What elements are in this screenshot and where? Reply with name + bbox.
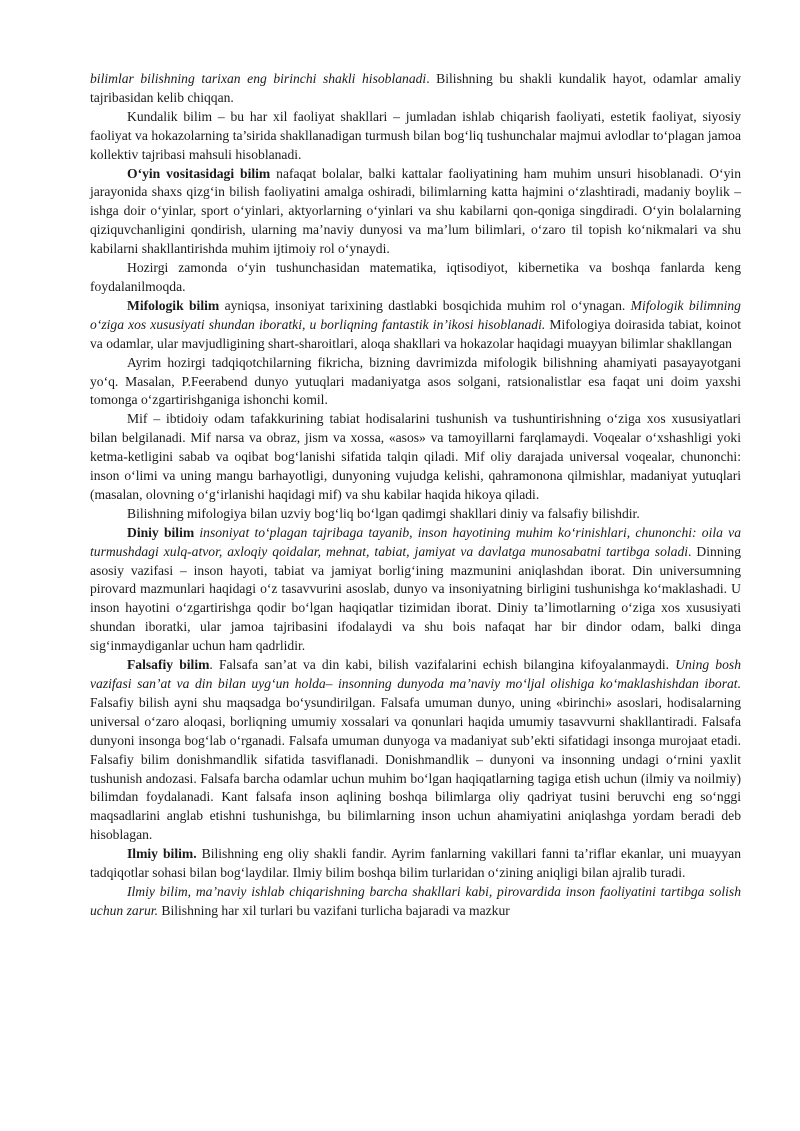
term-heading: Falsafiy bilim [127,657,210,673]
paragraph-text-italic: Ilmiy bilim, ma’naviy ishlab chiqarishning barcha shakllari kabi, pirovardida inson faoliyatini tartibga solish uchun zarur. [90,883,741,918]
paragraph-text: Ayrim hozirgi tadqiqotchilarning fikricha, bizning davrimizda mifologik bilishning ahamiyati pasayayotgani yo‘q. Masalan, P.Feerabend dunyo yutuqlari madaniyatga asos solgani, ratsionalistlar esa faqat uni doim yaxshi tomonga o‘zgartirishganiga ishonchi komil. [90,354,741,408]
paragraph-text: nafaqat bolalar, balki kattalar faoliyatining ham muhim unsuri hisoblanadi. O‘yin jarayonida shaxs qizg‘in bilish faoliyatini amalga oshiradi, bilimlarning katta hajmini o‘zlashtiradi, madaniy boylik – ishga doir o‘yinlar, sport o‘yinlari, aktyorlarning o‘yinlari va shu kabilarni qon-qoniga singdiradi. O‘yin bolalarning qiziquvchanligini qondirish, ularning ma’naviy dunyosi va ma’lum bilimlari, o‘zaro til topish ko‘nikmalari va shu kabilarni shakllantirishda muhim ijtimoiy rol o‘ynaydi. [90,165,741,257]
paragraph-text: Bilishning har xil turlari bu vazifani turlicha bajaradi va mazkur [157,902,510,918]
paragraph [90,297,741,354]
paragraph [90,259,741,297]
paragraph-text-italic: bilimlar bilishning tarixan eng birinchi shakli hisoblanadi [90,71,427,86]
paragraph-text: Mifologiya doirasida tabiat, koinot va odamlar, ular mavjudligining shart-sharoitlari, aloqa shakllari va hokazolar haqidagi muayyan bilimlar shakllangan [90,316,742,351]
paragraph-text: . Dinning asosiy vazifasi – inson hayoti, tabiat va jamiyat borlig‘ining mazmunini aniqlashdan iborat. Din universumning pirovard mazmunlari haqidagi o‘z tasavvurini asoslab, dunyo va insoniyatning birligini tushunishga ko‘maklashadi. U inson hayotini o‘zgartirishga qodir bo‘lgan haqiqatlar tizimidan iborat. Diniy ta’limotlarning o‘ziga xos xususiyati shundan iboratki, ular jamoa tajribasini ifodalaydi va shu bois nafaqat har bir dindor odam, balki dinga sig‘inmaydiganlar uchun ham qadrlidir. [90,543,741,654]
paragraph-text-italic: Mifologik bilimning o‘ziga xos xususiyati shundan iboratki, u borliqning fantastik in’ikosi hisoblanadi. [90,297,741,332]
paragraph-text: Hozirgi zamonda o‘yin tushunchasidan matematika, iqtisodiyot, kibernetika va boshqa fanlarda keng foydalanilmoqda. [90,260,741,294]
paragraph-text: Mif – ibtidoiy odam tafakkurining tabiat hodisalarini tushunish va tushuntirishning o‘ziga xos xususiyatlari bilan belgilanadi. Mif narsa va obraz, jism va xossa, «asos» va tamoyillarni farqlamaydi. Voqealar o‘xshashligi yoki ketma-ketligini sabab va oqibat bog‘lanishi sifatida talqin qiladi. Mif oliy darajada universal voqealar, chunonchi: inson o‘limi va uning mangu barhayotligi, dunyoning vujudga kelishi, qahramonona qilmishlar, madaniyat yutuqlari (masalan, olovning o‘g‘irlanishi haqidagi mif) va shu kabilar haqida hikoya qiladi. [90,411,741,502]
paragraph-text: Kundalik bilim – bu har xil faoliyat shakllari – jumladan ishlab chiqarish faoliyati, estetik faoliyat, siyosiy faoliyat va hokazolarning ta’sirida shakllanadigan turmush bilan bog‘liq tushunchalar majmui avlodlar to‘plagan jamoa kollektiv tajribasi mahsuli hisoblanadi. [90,108,741,162]
term-heading: Diniy bilim [127,524,195,540]
paragraph-text-italic: Uning bosh vazifasi san’at va din bilan uyg‘un holda– insonning dunyoda ma’naviy mo‘ljal olishiga ko‘maklashishdan iborat. [90,657,741,691]
paragraph-text: ayniqsa, insoniyat tarixining dastlabki bosqichida muhim rol o‘ynagan. [219,297,631,313]
paragraph [90,656,741,845]
paragraph [90,108,741,165]
paragraph-text-italic: insoniyat to‘plagan tajribaga tayanib, inson hayotining muhim ko‘rinishlari, chunonchi: oila va turmushdagi xulq-atvor, axloqiy qoidalar, mehnat, tabiat, jamiyat va davlatga munosabatni tartibga soladi [90,524,741,559]
paragraph-text: . Falsafa san’at va din kabi, bilish vazifalarini echish bilangina kifoyalanmaydi. [209,657,676,673]
paragraph [90,354,741,411]
paragraph [90,845,741,883]
term-heading: Ilmiy bilim. [127,846,197,862]
paragraph [90,883,741,921]
paragraph [90,165,741,260]
term-heading: O‘yin vositasidagi bilim [127,165,271,181]
document-page [90,70,741,921]
paragraph [90,70,741,108]
term-heading: Mifologik bilim [127,297,220,313]
paragraph-text: . Bilishning bu shakli kundalik hayot, odamlar amaliy tajribasidan kelib chiqqan. [90,71,741,105]
paragraph-text: Bilishning mifologiya bilan uzviy bog‘liq bo‘lgan qadimgi shakllari diniy va falsafiy bilishdir. [127,505,640,521]
paragraph-text: Falsafiy bilish ayni shu maqsadga bo‘ysundirilgan. Falsafa umuman dunyo, uning «birinchi» asoslari, hodisalarning universal o‘zaro aloqasi, borliqning umumiy xossalari va qonunlari haqida umumiy tasavvurni shakllantiradi. Falsafa dunyoni insonga bog‘lab o‘rganadi. Falsafa umuman dunyoga va madaniyat sub’ekti sifatidagi insonga murojaat etadi. Falsafiy bilim donishmandlik sifatida tasviflanadi. Donishmandlik – dunyoni va insonning undagi o‘rnini yaxlit tushunish andozasi. Falsafa barcha odamlar uchun muhim bo‘lgan haqiqatlarning tagiga etish uchun (ilmiy va noilmiy) bilimdan foydalanadi. Kant falsafa inson aqlining boshqa bilimlarga oliy qadriyat tusini beruvchi eng so‘nggi maqsadlarini anglab etishni tushunishga, bu bilimlarning inson uchun ahamiyatini aniqlashga yordam beradi deb hisoblagan. [90,694,741,843]
paragraph [90,524,741,656]
paragraph-text: Bilishning eng oliy shakli fandir. Ayrim fanlarning vakillari fanni ta’riflar ekanlar, uni muayyan tadqiqotlar sohasi bilan bog‘laydilar. Ilmiy bilim boshqa bilim turlaridan o‘zining aniqligi bilan ajralib turadi. [90,846,741,881]
paragraph [90,505,741,524]
paragraph [90,410,741,505]
